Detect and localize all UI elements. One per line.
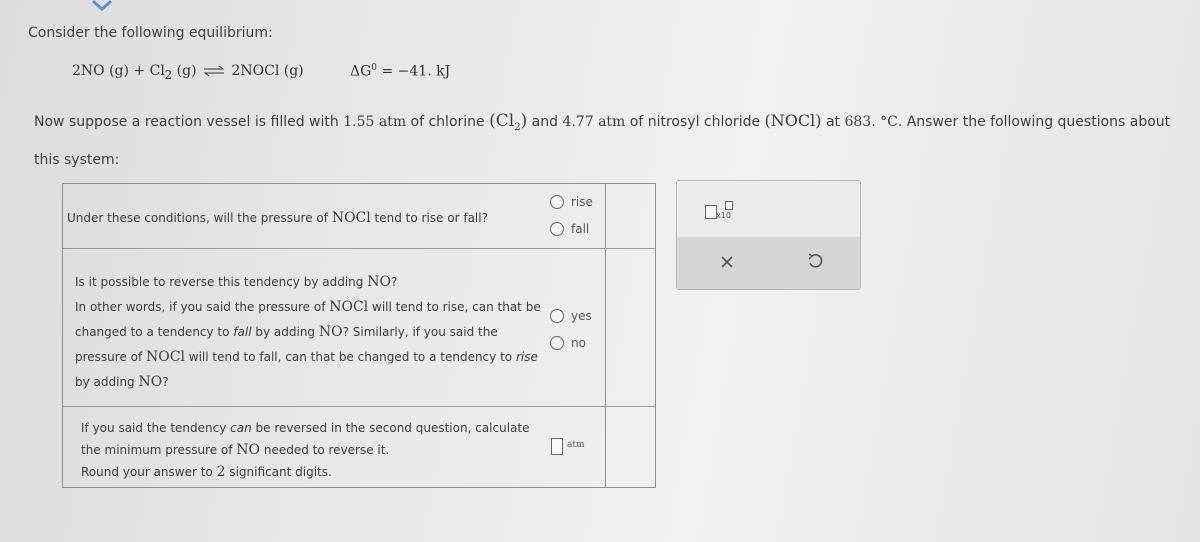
option-yes[interactable] [550, 309, 592, 323]
question-3-text [81, 417, 551, 483]
q1-species: NOCl [331, 210, 371, 226]
q2-text: will tend to rise, can that be changed to a tendency to [75, 300, 541, 339]
column-divider [605, 184, 606, 487]
x10-label: x10 [716, 211, 731, 220]
radio-yes[interactable] [550, 309, 564, 323]
q2-text: ? [162, 375, 169, 389]
para-text: Now suppose a reaction vessel is filled with [34, 114, 344, 130]
q2-text: by adding [75, 375, 139, 389]
question-1-text [67, 210, 488, 226]
option-rise-label: rise [571, 195, 593, 209]
q3-text: Round your answer to [81, 465, 217, 479]
para-text: . Answer the following questions about this system: [34, 114, 1171, 168]
nocl-formula: (NOCl) [764, 111, 822, 130]
q2-text: will tend to fall, can that be changed to a tendency to [184, 350, 516, 364]
delta-g [350, 63, 450, 80]
q2-species: NO [367, 274, 391, 290]
delta-g-value: = −41. kJ [381, 63, 451, 80]
option-yes-label: yes [571, 309, 592, 323]
option-fall[interactable] [550, 222, 589, 236]
para-text: and [527, 114, 563, 130]
scientific-notation-button[interactable] [705, 201, 735, 223]
q2-text: ? [390, 275, 398, 289]
q2-species: NOCl [329, 299, 369, 315]
radio-fall[interactable] [550, 222, 564, 236]
radio-rise[interactable] [550, 195, 564, 209]
equilibrium-arrow-icon [203, 65, 225, 77]
q3-text: be reversed in the second question, calculate the minimum pressure of [81, 421, 530, 457]
q1-text-a: Under these conditions, will the pressure of [67, 211, 332, 225]
q2-text: In other words, if you said the pressure of [75, 300, 330, 314]
option-fall-label: fall [571, 222, 590, 236]
reaction-equation [72, 63, 304, 82]
temperature: 683. °C [844, 114, 898, 130]
unit-label: atm [567, 440, 585, 450]
exponent-box-icon [725, 201, 733, 210]
question-2-text [75, 270, 545, 395]
row-divider [63, 248, 655, 249]
q1-text-b: tend to rise or fall? [370, 211, 488, 225]
chevron-down-icon[interactable] [88, 0, 116, 12]
q2-text: ? Similarly, if you said the pressure of [75, 325, 498, 364]
delta-g-symbol: ΔG [350, 63, 372, 80]
q3-text: significant digits. [225, 465, 332, 479]
problem-paragraph [34, 104, 1174, 177]
cl2-subscript: 2 [514, 121, 521, 133]
intro-text: Consider the following equilibrium: [28, 25, 273, 41]
q2-text: Is it possible to reverse this tendency by adding [75, 275, 368, 289]
option-no-label: no [571, 336, 586, 350]
delta-g-superscript: 0 [371, 63, 378, 73]
reaction-lhs-subscript: 2 [164, 67, 173, 82]
q3-emphasis: can [230, 421, 252, 435]
cl2-close: ) [520, 111, 528, 131]
chlorine-pressure: 1.55 atm [343, 114, 407, 130]
radio-no[interactable] [550, 336, 564, 350]
undo-icon[interactable] [805, 251, 825, 271]
option-rise[interactable] [550, 195, 593, 209]
math-tool-panel [676, 180, 861, 290]
q3-species: NO [236, 442, 261, 458]
para-text: of nitrosyl chloride [625, 114, 765, 130]
nocl-pressure: 4.77 atm [562, 114, 626, 130]
q2-emphasis: fall [233, 325, 252, 339]
q2-species: NO [138, 374, 163, 390]
q3-text: If you said the tendency [81, 421, 231, 435]
x-icon[interactable] [717, 252, 737, 272]
reaction-lhs-tail: (g) [172, 63, 197, 79]
para-text: at [821, 114, 845, 130]
min-pressure-input[interactable] [551, 438, 563, 455]
reaction-lhs: 2NO (g) + Cl [72, 63, 165, 79]
q2-species: NO [318, 324, 343, 340]
row-divider [63, 406, 655, 407]
option-no[interactable] [550, 336, 586, 350]
q2-species: NOCl [146, 349, 185, 365]
reaction-rhs: 2NOCl (g) [231, 63, 304, 79]
q3-text: needed to reverse it. [260, 443, 390, 457]
q3-digits: 2 [216, 464, 226, 480]
q2-text: by adding [251, 325, 319, 339]
para-text: of chlorine [406, 114, 490, 130]
cl2-formula: (Cl [489, 111, 515, 131]
tool-action-row [677, 237, 860, 289]
question-table [62, 183, 656, 488]
q2-emphasis: rise [515, 350, 538, 364]
